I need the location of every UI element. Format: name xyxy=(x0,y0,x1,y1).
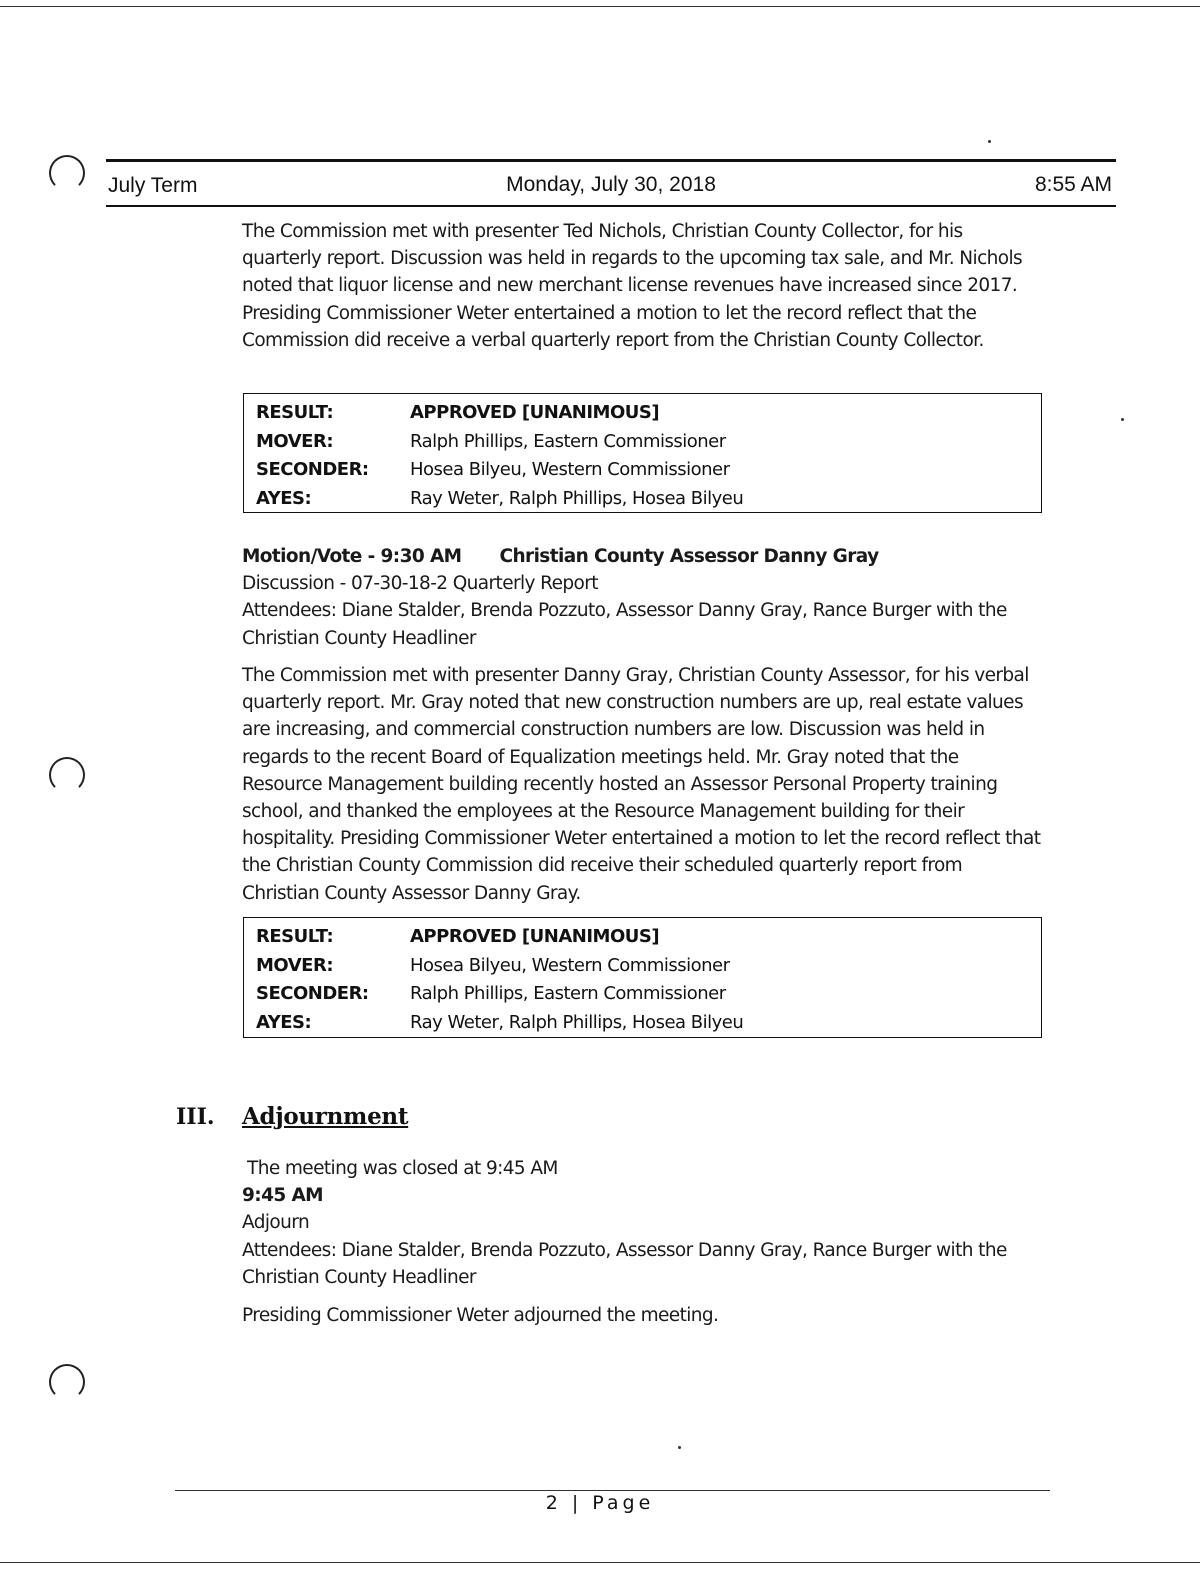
vote-value: Hosea Bilyeu, Western Commissioner xyxy=(410,954,730,976)
vote-row-result xyxy=(256,922,1041,951)
footer-rule xyxy=(175,1490,1050,1491)
vote-value: APPROVED [UNANIMOUS] xyxy=(410,401,660,423)
collector-report-paragraph: The Commission met with presenter Ted Nichols, Christian County Collector, for his quarterly report. Discussion was held in regards to the upcoming tax sale, and Mr. Nichols noted that liquor license and new merchant license revenues have increased since 2017. Presiding Commissioner Weter entertained a motion to let the record reflect that the Commission did receive a verbal quarterly report from the Christian County Collector. xyxy=(242,221,1023,351)
adjourn-time: 9:45 AM xyxy=(242,1185,323,1207)
vote-value: Ray Weter, Ralph Phillips, Hosea Bilyeu xyxy=(410,488,744,510)
vote-key: SECONDER: xyxy=(256,459,369,481)
vote-key: MOVER: xyxy=(256,430,334,452)
section-number: III. xyxy=(176,1104,215,1130)
punch-hole-icon xyxy=(49,1364,85,1400)
vote-key: AYES: xyxy=(256,1012,312,1034)
motion-attendees: Attendees: Diane Stalder, Brenda Pozzuto, Assessor Danny Gray, Rance Burger with the Christian County Headliner xyxy=(242,600,1007,649)
adjournment-block xyxy=(242,1155,1052,1291)
scan-speck xyxy=(1121,418,1124,421)
punch-hole-icon xyxy=(49,155,85,191)
vote-value: Hosea Bilyeu, Western Commissioner xyxy=(410,459,730,481)
vote-table-collector xyxy=(243,393,1042,513)
vote-row-ayes xyxy=(256,1008,1041,1037)
meeting-closed-line: The meeting was closed at 9:45 AM xyxy=(247,1158,558,1179)
adjourned-statement: Presiding Commissioner Weter adjourned the meeting. xyxy=(242,1305,719,1326)
header-term: July Term xyxy=(108,174,198,197)
vote-key: AYES: xyxy=(256,488,312,510)
motion-block xyxy=(242,543,1052,652)
vote-table-assessor xyxy=(243,917,1042,1038)
vote-row-mover xyxy=(256,951,1041,980)
vote-row-seconder xyxy=(256,980,1041,1009)
assessor-report-paragraph: The Commission met with presenter Danny Gray, Christian County Assessor, for his verbal quarterly report. Mr. Gray noted that new construction numbers are up, real estate values are increasing, and commercial construction numbers are low. Discussion was held in regards to the recent Board of Equalization meetings held. Mr. Gray noted that the Resource Management building recently hosted an Assessor Personal Property training school, and thanked the employees at the Resource Management building for their hospitality. Presiding Commissioner Weter entertained a motion to let the record reflect that the Christian County Commission did receive their scheduled quarterly report from Christian County Assessor Danny Gray. xyxy=(242,665,1041,904)
page-header xyxy=(106,159,1116,207)
vote-row-mover xyxy=(256,427,1041,456)
vote-row-ayes xyxy=(256,484,1041,513)
motion-subject: Christian County Assessor Danny Gray xyxy=(499,546,879,567)
scan-speck xyxy=(678,1446,681,1449)
vote-row-seconder xyxy=(256,456,1041,485)
adjourn-attendees: Attendees: Diane Stalder, Brenda Pozzuto, Assessor Danny Gray, Rance Burger with the Christian County Headliner xyxy=(242,1239,1007,1288)
vote-key: RESULT: xyxy=(256,401,334,423)
vote-row-result xyxy=(256,398,1041,427)
header-date: Monday, July 30, 2018 xyxy=(506,173,716,196)
punch-hole-icon xyxy=(49,757,85,793)
motion-discussion: Discussion - 07-30-18-2 Quarterly Report xyxy=(242,573,598,595)
vote-value: Ralph Phillips, Eastern Commissioner xyxy=(410,430,726,452)
scan-edge-bottom xyxy=(0,1562,1200,1563)
vote-key: SECONDER: xyxy=(256,983,369,1005)
section-title: Adjournment xyxy=(242,1103,409,1130)
vote-key: MOVER: xyxy=(256,954,334,976)
vote-value: Ralph Phillips, Eastern Commissioner xyxy=(410,983,726,1005)
vote-value: APPROVED [UNANIMOUS] xyxy=(410,925,660,947)
adjourn-action: Adjourn xyxy=(242,1212,310,1234)
motion-title xyxy=(242,543,1052,570)
page-number: 2 | Page xyxy=(545,1492,655,1514)
scan-edge-top xyxy=(0,6,1200,7)
header-time: 8:55 AM xyxy=(1034,173,1112,196)
scan-speck xyxy=(988,140,991,143)
motion-label: Motion/Vote - 9:30 AM xyxy=(242,546,462,567)
vote-key: RESULT: xyxy=(256,925,334,947)
vote-value: Ray Weter, Ralph Phillips, Hosea Bilyeu xyxy=(410,1012,744,1034)
